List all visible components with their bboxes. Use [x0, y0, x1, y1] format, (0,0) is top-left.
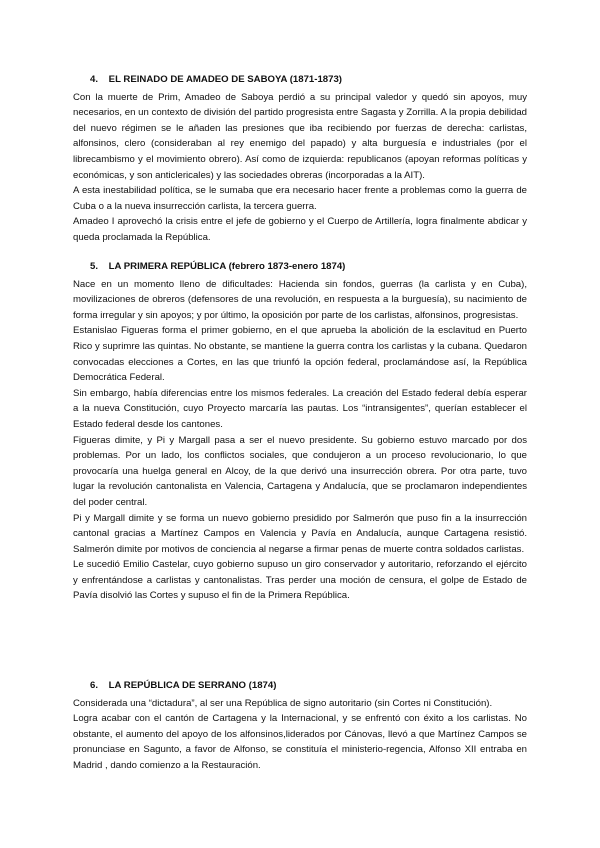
paragraph: Nace en un momento lleno de dificultades: Hacienda sin fondos, guerras (la carlista y en Cuba), movilizaciones de obreros (defensores de una revolución, en respuesta a la burguesía), su nacimiento de forma irregular y sin apoyos; y por último, la oposición por parte de los carlistas, alfonsinos, progresistas.: [73, 278, 527, 321]
paragraph: Amadeo I aprovechó la crisis entre el jefe de gobierno y el Cuerpo de Artillería, logra finalmente abdicar y queda proclamada la República.: [73, 216, 527, 243]
section-amadeo: [73, 72, 527, 246]
section-title: LA REPÚBLICA DE SERRANO (1874): [108, 680, 277, 691]
section-title: LA PRIMERA REPÚBLICA (febrero 1873-enero 1874): [108, 261, 346, 272]
paragraph: Considerada una “dictadura”, al ser una República de signo autoritario (sin Cortes ni Constitución).: [73, 697, 493, 709]
section-title: EL REINADO DE AMADEO DE SABOYA (1871-1873): [108, 74, 343, 85]
section-number: 4.: [90, 74, 99, 85]
section-number: 6.: [90, 680, 99, 691]
section-republica-serrano: [73, 678, 527, 774]
section-primera-republica: [73, 259, 527, 604]
paragraph: A esta inestabilidad política, se le sumaba que era necesario hacer frente a problemas como la guerra de Cuba o a la nueva insurrección carlista, la tercera guerra.: [73, 185, 527, 212]
paragraph: Le sucedió Emilio Castelar, cuyo gobierno supuso un giro conservador y autoritario, reforzando el ejército y enfrentándose a carlistas y cantonalistas. Tras perder una moción de censura, el golpe de Estado de Pavía disolvió las Cortes y supuso el fin de la Primera República.: [73, 559, 527, 602]
paragraph: Logra acabar con el cantón de Cartagena y la Internacional, y se enfrentó con éxito a los carlistas. No obstante, el aumento del apoyo de los alfonsinos,liderados por Cánovas, llevó a que Martínez Campos se pronunciase en Sagunto, a favor de Alfonso, se constituía el ministerio-regencia, Alfonso XII entraba en Madrid , dando comienzo a la Restauración.: [73, 713, 527, 771]
section-heading: [73, 678, 527, 694]
paragraph: Sin embargo, había diferencias entre los mismos federales. La creación del Estado federal debía esperar a la nueva Constitución, cuyo Proyecto marcaría las pautas. Los “intransigentes”, querían establecer el Estado federal desde los cantones.: [73, 387, 527, 430]
paragraph: Estanislao Figueras forma el primer gobierno, en el que aprueba la abolición de la esclavitud en Puerto Rico y suprimre las quintas. No obstante, se mantiene la guerra contra los carlistas y la cubana. Quedaron convocadas elecciones a Cortes, en las que triunfó la opción federal, proclamándose así, la República Democrática Federal.: [73, 325, 527, 384]
paragraph: Con la muerte de Prim, Amadeo de Saboya perdió a su principal valedor y quedó sin apoyos, muy necesarios, en un contexto de división del partido progresista entre Sagasta y Zorrilla. A la propia debilidad del nuevo régimen se le añaden las presiones que iba recibiendo por fuerzas de derecha: carlistas, alfonsinos, clero (consideraban al rey enemigo del papado) y alta burguesía e industriales (por el librecambismo y el movimiento obrero). Así como de izquierda: republicanos (apoyan reformas políticas y económicas, y son anticlericales) y las sociedades obreras (incorporadas a la AIT).: [73, 91, 527, 181]
section-number: 5.: [90, 261, 99, 272]
section-heading: [73, 259, 527, 275]
section-heading: [73, 72, 527, 88]
paragraph: Figueras dimite, y Pi y Margall pasa a ser el nuevo presidente. Su gobierno estuvo marcado por dos problemas. Por un lado, los conflictos sociales, que condujeron a un proceso revolucionario, lo que provocaría una huelga general en Alcoy, de la que derivó una insurrección obrera. Por otra parte, tuvo lugar la revolución cantonalista en Valencia, Cartagena y Andalucía, que se proclamaron independientes del poder central.: [73, 434, 527, 508]
paragraph: Pi y Margall dimite y se forma un nuevo gobierno presidido por Salmerón que puso fin a la insurrección cantonal gracias a Martínez Campos en Valencia y Pavía en Andalucía, aunque Cartagena resistió. Salmerón dimite por motivos de conciencia al negarse a firmar penas de muerte contra soldados carlistas.: [73, 512, 527, 555]
